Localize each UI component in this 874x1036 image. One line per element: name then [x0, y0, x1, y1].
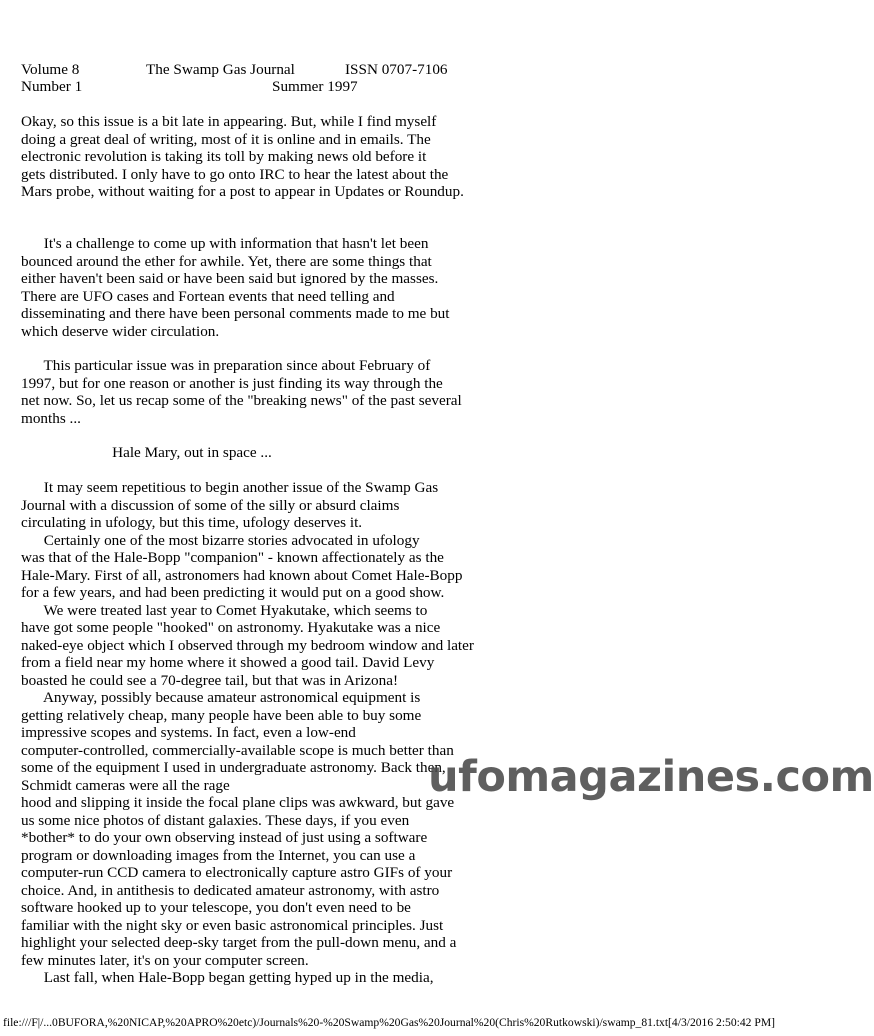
- text-line: It may seem repetitious to begin another issue of the Swamp Gas: [21, 479, 439, 496]
- text-line: Last fall, when Hale-Bopp began getting hyped up in the media,: [21, 969, 434, 986]
- text-line: Hale-Mary. First of all, astronomers had known about Comet Hale-Bopp: [21, 566, 463, 584]
- text-line: program or downloading images from the Internet, you can use a: [21, 846, 416, 864]
- text-line: choice. And, in antithesis to dedicated amateur astronomy, with astro: [21, 881, 440, 899]
- text-line: *bother* to do your own observing instead of just using a software: [21, 829, 428, 846]
- text-line: boasted he could see a 70-degree tail, but that was in Arizona!: [21, 671, 399, 689]
- text-line: for a few years, and had been predicting it would put on a good show.: [21, 584, 445, 601]
- text-line: months ...: [21, 409, 81, 427]
- text-line: gets distributed. I only have to go onto IRC to hear the latest about the: [21, 165, 449, 183]
- text-line: software hooked up to your telescope, you don't even need to be: [21, 899, 411, 916]
- section-heading: Hale Mary, out in space ...: [21, 444, 272, 461]
- journal-title: The Swamp Gas Journal: [146, 61, 295, 78]
- text-line: This particular issue was in preparation since about February of: [21, 357, 431, 374]
- text-line: Okay, so this issue is a bit late in appearing. But, while I find myself: [21, 113, 437, 130]
- text-line: electronic revolution is taking its toll by making news old before it: [21, 148, 427, 165]
- watermark-logo: ufomagazines.com: [428, 752, 874, 802]
- text-line: disseminating and there have been personal comments made to me but: [21, 305, 450, 322]
- text-line: Schmidt cameras were all the rage: [21, 776, 230, 794]
- text-line: It's a challenge to come up with information that hasn't let been: [21, 235, 429, 252]
- file-path-footer: file:///F|/...0BUFORA,%20NICAP,%20APRO%20etc)/Journals%20-%20Swamp%20Gas%20Journal%20(Chris%20Rutkowski)/swamp_81.txt[4/3/2016 2:50:42 PM]: [3, 1016, 775, 1029]
- issn-label: ISSN 0707-7106: [345, 61, 448, 78]
- text-line: was that of the Hale-Bopp "companion" - known affectionately as the: [21, 549, 444, 566]
- text-line: There are UFO cases and Fortean events that need telling and: [21, 287, 395, 305]
- text-line: net now. So, let us recap some of the "breaking news" of the past several: [21, 392, 462, 409]
- text-line: Mars probe, without waiting for a post to appear in Updates or Roundup.: [21, 183, 464, 200]
- text-line: Journal with a discussion of some of the silly or absurd claims: [21, 496, 400, 514]
- text-line: doing a great deal of writing, most of it is online and in emails. The: [21, 130, 431, 148]
- text-line: bounced around the ether for awhile. Yet, there are some things that: [21, 252, 432, 270]
- text-line: getting relatively cheap, many people have been able to buy some: [21, 706, 422, 724]
- text-line: from a field near my home where it showed a good tail. David Levy: [21, 654, 435, 671]
- text-line: some of the equipment I used in undergraduate astronomy. Back then,: [21, 759, 446, 776]
- text-line: us some nice photos of distant galaxies. These days, if you even: [21, 811, 410, 829]
- text-line: impressive scopes and systems. In fact, even a low-end: [21, 724, 356, 741]
- text-line: hood and slipping it inside the focal plane clips was awkward, but gave: [21, 794, 455, 811]
- number-label: Number 1: [21, 78, 83, 95]
- text-line: which deserve wider circulation.: [21, 322, 220, 340]
- text-line: few minutes later, it's on your computer screen.: [21, 951, 309, 969]
- volume-label: Volume 8: [21, 61, 80, 78]
- text-line: computer-controlled, commercially-available scope is much better than: [21, 741, 454, 759]
- text-line: Anyway, possibly because amateur astronomical equipment is: [21, 689, 421, 706]
- text-line: familiar with the night sky or even basic astronomical principles. Just: [21, 916, 444, 934]
- text-line: naked-eye object which I observed through my bedroom window and later: [21, 636, 474, 654]
- text-line: Certainly one of the most bizarre stories advocated in ufology: [21, 531, 420, 549]
- text-line: have got some people "hooked" on astronomy. Hyakutake was a nice: [21, 619, 441, 636]
- text-line: computer-run CCD camera to electronically capture astro GIFs of your: [21, 864, 453, 881]
- text-line: highlight your selected deep-sky target from the pull-down menu, and a: [21, 934, 457, 951]
- text-line: circulating in ufology, but this time, ufology deserves it.: [21, 514, 363, 531]
- text-line: 1997, but for one reason or another is just finding its way through the: [21, 374, 443, 392]
- text-line: We were treated last year to Comet Hyakutake, which seems to: [21, 601, 428, 619]
- text-line: either haven't been said or have been said but ignored by the masses.: [21, 270, 439, 287]
- season-label: Summer 1997: [272, 78, 358, 95]
